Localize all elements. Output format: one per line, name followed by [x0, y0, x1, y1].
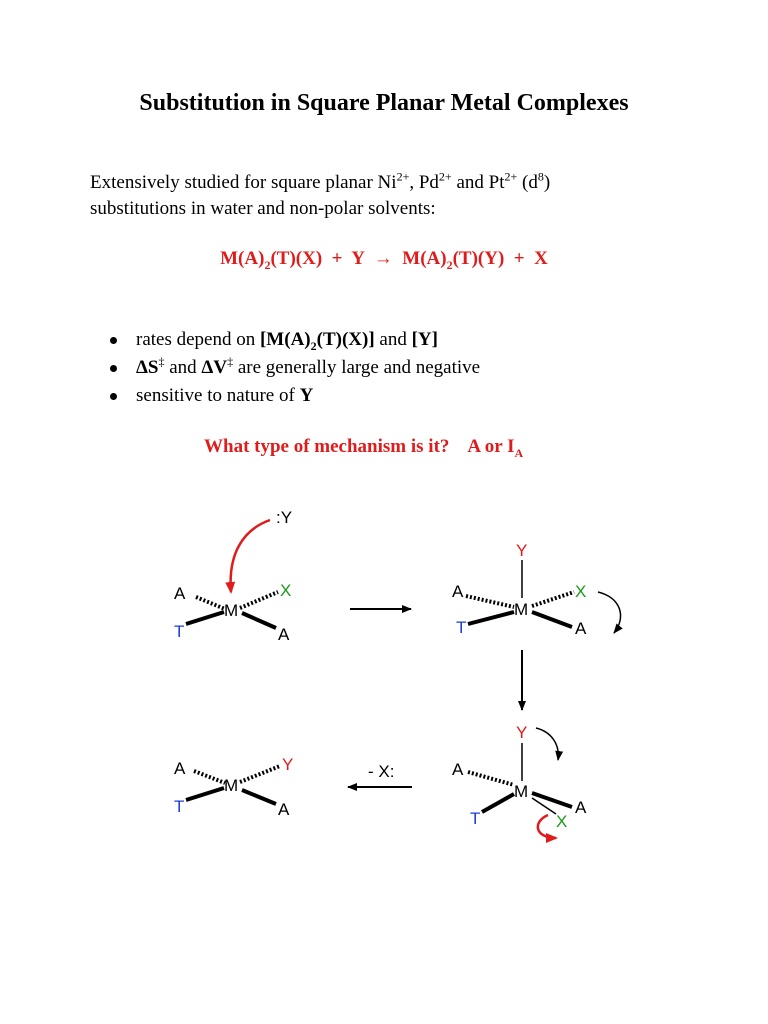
reaction-left-a: M(A)	[220, 248, 265, 269]
intro-text-6: substitutions in water and non-polar solvents:	[90, 198, 436, 219]
ni-charge: 2+	[396, 169, 410, 184]
ligand-x-label: X	[575, 582, 587, 601]
ligand-t-label: T	[456, 618, 467, 637]
ligand-a-label: A	[174, 584, 186, 603]
five-coordinate-intermediate	[452, 541, 621, 638]
intro-text-5: )	[543, 172, 551, 193]
ligand-a-label: A	[452, 760, 464, 779]
ligand-a-label: A	[575, 798, 587, 817]
ligand-t-label: T	[174, 797, 185, 816]
ligand-x-label: X	[280, 581, 292, 600]
pt-charge: 2+	[504, 169, 518, 184]
ligand-a-label: A	[278, 625, 290, 644]
trigonal-bipyramid-intermediate	[452, 723, 587, 838]
d-electron-count: 8	[537, 169, 544, 184]
reaction-left-sub: 2	[264, 257, 271, 272]
ligand-t-label: T	[174, 622, 185, 641]
page-title: Substitution in Square Planar Metal Complexes	[139, 90, 629, 116]
intro-text-2: , Pd	[409, 172, 439, 193]
reactant-complex	[174, 508, 292, 644]
mechanism-question: What type of mechanism is it? A or $I_A$	[204, 436, 524, 460]
product-complex	[174, 755, 293, 819]
metal-label: M	[224, 776, 239, 795]
intro-text-4: (d	[517, 172, 538, 193]
rearrangement-arrow	[536, 728, 558, 760]
leaving-group-label: - X:	[368, 762, 395, 781]
ligand-a-label: A	[278, 800, 290, 819]
list-item: sensitive to nature of Y	[110, 382, 480, 410]
pd-charge: 2+	[438, 169, 452, 184]
ligand-y-label: Y	[516, 541, 528, 560]
nucleophile-label: :Y	[276, 508, 293, 527]
ligand-y-label: Y	[516, 723, 528, 742]
ligand-a-label: A	[174, 759, 186, 778]
reaction-left-b: (T)(X) + Y → M(A)	[270, 248, 447, 269]
leaving-group-arrow	[538, 815, 556, 838]
intro-text-1: Extensively studied for square planar Ni	[90, 172, 397, 193]
attack-arrow	[231, 520, 270, 592]
metal-label: M	[514, 782, 529, 801]
ligand-a-label: A	[452, 582, 464, 601]
ligand-a-label: A	[575, 619, 587, 638]
list-item: ΔS‡ and ΔV‡ are generally large and negative	[110, 354, 480, 382]
ligand-x-label: X	[556, 812, 568, 831]
reaction-right-sub: 2	[446, 257, 453, 272]
rearrangement-arrow	[598, 592, 621, 633]
ligand-t-label: T	[470, 809, 481, 828]
intro-text-3: and Pt	[451, 172, 505, 193]
reaction-right-b: (T)(Y) + X	[452, 248, 548, 269]
metal-label: M	[224, 601, 239, 620]
list-item: rates depend on $[M(A)_2(T)(X)]$ and [Y]	[110, 326, 480, 354]
metal-label: M	[514, 600, 529, 619]
ligand-y-label: Y	[282, 755, 294, 774]
